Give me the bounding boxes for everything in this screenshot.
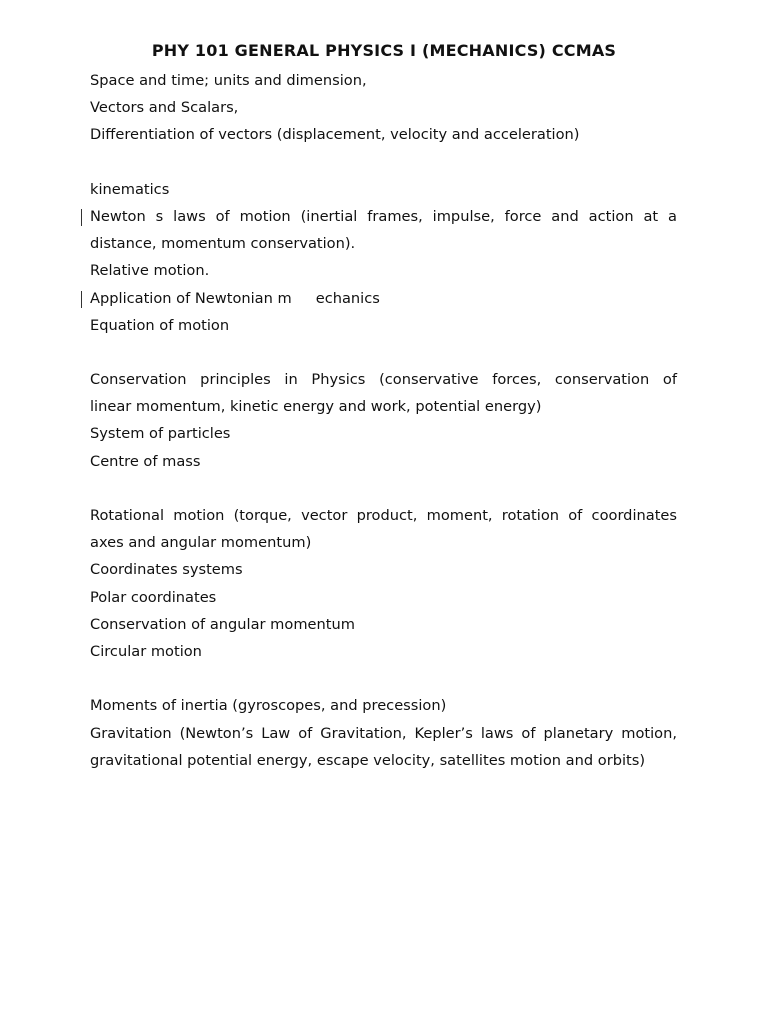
- text-line: distance, momentum conservation).: [90, 235, 356, 253]
- justified-text-line: Conservation principles in Physics (conservative forces, conservation of: [90, 371, 677, 389]
- text-line: Differentiation of vectors (displacement, velocity and acceleration): [90, 126, 580, 144]
- justified-text: Newton s laws of motion (inertial frames, impulse, force and action at a: [90, 207, 677, 225]
- justified-text-line: Rotational motion (torque, vector product, moment, rotation of coordinates: [90, 507, 677, 524]
- blank-line: [90, 149, 677, 176]
- change-bar-mark: [81, 209, 82, 226]
- text-line: Moments of inertia (gyroscopes, and precession): [90, 697, 447, 715]
- text-line: Vectors and Scalars,: [90, 99, 239, 117]
- text-line: Coordinates systems: [90, 561, 243, 579]
- text-line: Relative motion.: [90, 262, 210, 280]
- change-bar-mark: [81, 291, 82, 308]
- text-line: axes and angular momentum): [90, 534, 312, 552]
- text-line-with-change-bar: [90, 285, 677, 312]
- text-line: kinematics: [90, 180, 170, 198]
- text-line: gravitational potential energy, escape velocity, satellites motion and orbits): [90, 751, 646, 769]
- blank-line: [90, 665, 677, 692]
- text-line: Equation of motion: [90, 316, 230, 334]
- text-line: linear momentum, kinetic energy and work, potential energy): [90, 398, 542, 416]
- text-line-with-change-bar: [90, 203, 677, 230]
- text-line: Circular motion: [90, 642, 202, 660]
- blank-line: [90, 339, 677, 366]
- page-title: PHY 101 GENERAL PHYSICS I (MECHANICS) CCMAS: [151, 41, 617, 60]
- text-line: Space and time; units and dimension,: [90, 72, 367, 89]
- text-line: Polar coordinates: [90, 588, 217, 606]
- justified-text-line: Gravitation (Newton’s Law of Gravitation, Kepler’s laws of planetary motion,: [90, 724, 677, 742]
- text-fragment: echanics: [315, 289, 380, 307]
- document-body: [90, 67, 677, 774]
- text-line: Conservation of angular momentum: [90, 615, 355, 633]
- blank-line: [90, 475, 677, 502]
- text-fragment: Application of Newtonian m: [90, 289, 292, 307]
- text-line: System of particles: [90, 425, 231, 443]
- text-line: Centre of mass: [90, 452, 201, 470]
